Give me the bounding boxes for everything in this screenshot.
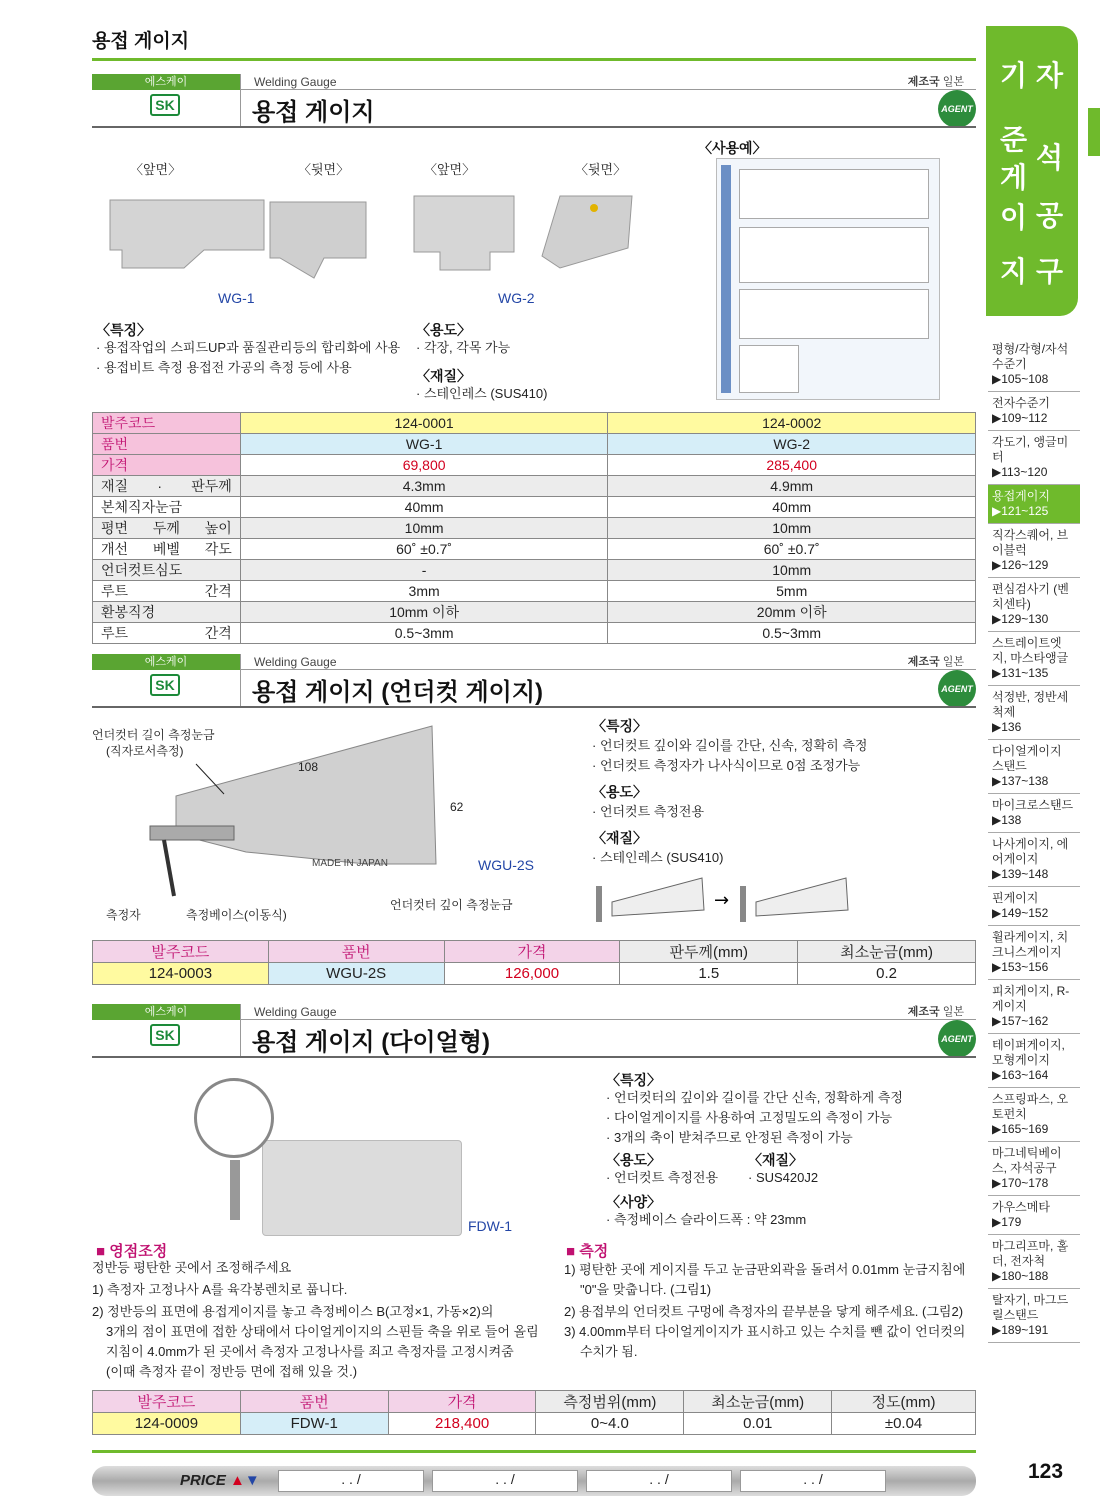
sidebar-item-range: ▶189~191: [992, 1323, 1049, 1337]
feature-2-1: · 언더컷트 깊이와 길이를 간단, 신속, 정확히 측정: [592, 738, 868, 753]
caption-length-scale: 언더컷터 길이 측정눈금: [92, 728, 215, 742]
spec-cell: 0.5~3mm: [608, 623, 976, 644]
zero-adjust-label: ■ 영점조정: [96, 1243, 168, 1260]
spec-row: [93, 602, 976, 623]
fdw1-body: [262, 1140, 462, 1236]
tab-char: 이: [1000, 202, 1028, 233]
sidebar-item-label: 스프링파스, 오토펀치: [992, 1092, 1069, 1121]
sidebar-item-label: 마이크로스탠드: [992, 798, 1074, 812]
footer-rule: [92, 1450, 976, 1453]
zero-2: 2) 정반등의 표면에 용접게이지를 놓고 측정베이스 B(고정×1, 가동×2)의: [92, 1304, 494, 1319]
use-1: · 각장, 각목 가능: [416, 340, 511, 355]
spec-cell: 0.5~3mm: [240, 623, 608, 644]
wg1-image: [104, 188, 414, 288]
model-wg2: WG-2: [498, 290, 535, 306]
sidebar-item-label: 다이얼게이지 스탠드: [992, 744, 1062, 773]
price-slot[interactable]: . . /: [586, 1470, 732, 1492]
order-cell: 124-0003: [93, 963, 269, 985]
section-header-3: [92, 1004, 976, 1060]
title-rule: [92, 58, 976, 61]
brand-label: 에스케이: [92, 74, 240, 90]
spec-cell: 환봉직경: [93, 602, 241, 623]
usage-illustration-2: [592, 876, 856, 926]
order-row: [93, 963, 976, 985]
spec-cell: 10mm 이하: [240, 602, 608, 623]
sidebar-item-label: 휠라게이지, 치크니스게이지: [992, 930, 1069, 959]
zero-4: 지침이 4.0mm가 된 곳에서 측정자 고정나사를 죄고 측정자를 고정시켜줌: [106, 1344, 514, 1359]
sidebar-item-label: 마그리프마, 홀더, 전자척: [992, 1239, 1069, 1268]
sidebar-item[interactable]: [988, 926, 1080, 980]
measure-3: 3) 4.00mm부터 다이얼게이지가 표시하고 있는 수치를 뺀 값이 언더컷의: [564, 1324, 966, 1339]
spec-label-3: 〈사양〉: [606, 1194, 662, 1210]
sidebar-item[interactable]: [988, 833, 1080, 887]
sidebar-item-range: ▶157~162: [992, 1014, 1049, 1028]
order-header-cell: 품번: [268, 941, 444, 963]
order-cell: 1.5: [620, 963, 798, 985]
sidebar-item-label: 나사게이지, 에어게이지: [992, 837, 1069, 866]
order-header-row: [93, 941, 976, 963]
spec-row: [93, 434, 976, 455]
zero-1: 1) 측정자 고정나사 A를 육각봉렌치로 풉니다.: [92, 1282, 348, 1297]
order-header-cell: 정도(mm): [832, 1391, 976, 1413]
price-slot[interactable]: . . /: [278, 1470, 424, 1492]
label-back-1: 〈뒷면〉: [298, 162, 350, 177]
sidebar-item-range: ▶138: [992, 813, 1022, 827]
spec-cell: 본체직자눈금: [93, 497, 241, 518]
use-label-3: 〈용도〉: [606, 1152, 662, 1168]
agent-badge: AGENT: [938, 1020, 976, 1058]
material-label-3: 〈재질〉: [748, 1152, 804, 1168]
spec-row: [93, 581, 976, 602]
measure-2: 2) 용접부의 언더컷트 구멍에 측정자의 끝부분을 닿게 해주세요. (그림2): [564, 1304, 964, 1319]
english-name: Welding Gauge: [254, 1005, 337, 1019]
zero-0: 정반등 평탄한 곳에서 조정해주세요: [92, 1260, 292, 1275]
material-label-1: 〈재질〉: [416, 368, 472, 384]
sidebar-item-label: 스트레이트엣지, 마스타앵글: [992, 636, 1069, 665]
spec-cell: 40mm: [608, 497, 976, 518]
order-header-cell: 가격: [388, 1391, 536, 1413]
sidebar-item-range: ▶179: [992, 1215, 1022, 1229]
sidebar-item-range: ▶113~120: [992, 465, 1048, 479]
tab-char: 기: [1000, 60, 1028, 91]
spec-row: [93, 560, 976, 581]
feature-2-2: · 언더컷트 측정자가 나사식이므로 0점 조정가능: [592, 758, 861, 773]
feature-1: · 용접작업의 스피드UP과 품질관리등의 합리화에 사용: [96, 340, 401, 355]
order-header-row: [93, 1391, 976, 1413]
spec-table-1: [92, 412, 976, 644]
sidebar-item[interactable]: [988, 392, 1080, 431]
caption-length-scale-sub: (직자로서측정): [106, 744, 184, 758]
spec-cell: 가격: [93, 455, 241, 476]
tab-char: 구: [1036, 256, 1064, 287]
sidebar-item[interactable]: [988, 632, 1080, 686]
use-label-1: 〈용도〉: [416, 322, 472, 338]
order-header-cell: 측정범위(mm): [536, 1391, 684, 1413]
spec-cell: 평면 두께 높이: [93, 518, 241, 539]
caption-base: 측정베이스(이동식): [186, 908, 287, 922]
label-back-2: 〈뒷면〉: [575, 162, 627, 177]
measure-3b: 수치가 됨.: [580, 1344, 638, 1359]
spec-cell: 285,400: [608, 455, 976, 476]
sidebar-item-range: ▶165~169: [992, 1122, 1049, 1136]
price-bar: [92, 1466, 976, 1496]
spec-cell: 4.3mm: [240, 476, 608, 497]
caption-depth-scale: 언더컷터 깊이 측정눈금: [390, 898, 513, 912]
spec-cell: 60˚ ±0.7˚: [608, 539, 976, 560]
order-header-cell: 판두께(mm): [620, 941, 798, 963]
sidebar-item-range: ▶137~138: [992, 774, 1049, 788]
section-header-1: [92, 74, 976, 130]
sidebar-item[interactable]: [988, 794, 1080, 833]
sidebar-item-range: ▶170~178: [992, 1176, 1049, 1190]
sidebar-item[interactable]: [988, 485, 1080, 524]
tab-char: 자: [1036, 60, 1064, 91]
model-wgu2s: WGU-2S: [478, 857, 534, 873]
spec-cell: 69,800: [240, 455, 608, 476]
sidebar-item-range: ▶126~129: [992, 558, 1049, 572]
sidebar-item-range: ▶139~148: [992, 867, 1049, 881]
sidebar-item[interactable]: [988, 1088, 1080, 1142]
use-label-2: 〈용도〉: [592, 784, 648, 800]
spec-cell: 품번: [93, 434, 241, 455]
sidebar-item-range: ▶105~108: [992, 372, 1049, 386]
section-title: 용접 게이지 (다이얼형): [252, 1029, 490, 1056]
order-header-cell: 최소눈금(mm): [684, 1391, 832, 1413]
brand-label: 에스케이: [92, 654, 240, 670]
section-title: 용접 게이지 (언더컷 게이지): [252, 679, 544, 706]
price-slot[interactable]: . . /: [740, 1470, 886, 1492]
measure-1b: "0"을 맞춥니다. (그림1): [580, 1282, 712, 1297]
feature-label-3: 〈특징〉: [606, 1072, 662, 1088]
dimension-height: 62: [450, 800, 464, 814]
use-3: · 언더컷트 측정전용: [606, 1170, 719, 1185]
order-header-cell: 최소눈금(mm): [798, 941, 976, 963]
spec-cell: 124-0002: [608, 413, 976, 434]
sidebar-item-range: ▶109~112: [992, 411, 1048, 425]
spec-cell: 20mm 이하: [608, 602, 976, 623]
order-cell: FDW-1: [240, 1413, 388, 1435]
price-label: PRICE ▲▼: [180, 1472, 260, 1489]
material-1: · 스테인레스 (SUS410): [416, 386, 548, 401]
order-cell: 0.01: [684, 1413, 832, 1435]
spec-cell: 개선 베벨 각도: [93, 539, 241, 560]
order-cell: 0.2: [798, 963, 976, 985]
spec-cell: 3mm: [240, 581, 608, 602]
brand-label: 에스케이: [92, 1004, 240, 1020]
spec-cell: 언더컷트심도: [93, 560, 241, 581]
sidebar-item-label: 평형/각형/자석 수준기: [992, 342, 1069, 371]
sidebar-item-range: ▶121~125: [992, 504, 1049, 518]
wg2-image: [410, 190, 650, 290]
page-title: 용접 게이지: [92, 31, 190, 52]
model-fdw1: FDW-1: [468, 1218, 513, 1234]
usage-diagram: [716, 158, 940, 400]
spec-cell: 10mm: [608, 518, 976, 539]
section-title: 용접 게이지: [252, 99, 375, 126]
spec-row: [93, 497, 976, 518]
sidebar-item-label: 마그네틱베이스, 자석공구: [992, 1146, 1062, 1175]
sidebar-item-label: 테이퍼게이지, 모형게이지: [992, 1038, 1065, 1067]
spec-cell: 10mm: [240, 518, 608, 539]
tab-char: 공: [1036, 200, 1064, 231]
feature-3-1: · 언더컷터의 깊이와 길이를 간단 신속, 정확하게 측정: [606, 1090, 903, 1105]
made-in-japan: MADE IN JAPAN: [312, 858, 388, 869]
sk-logo: SK: [150, 1024, 180, 1046]
page-number: 123: [1028, 1460, 1064, 1483]
sidebar-item-label: 용접게이지: [992, 489, 1050, 503]
sidebar-item-range: ▶131~135: [992, 666, 1049, 680]
label-front-2: 〈앞면〉: [424, 162, 476, 177]
spec-cell: WG-2: [608, 434, 976, 455]
agent-badge: AGENT: [938, 90, 976, 128]
sidebar-item[interactable]: [988, 524, 1080, 578]
sidebar-item[interactable]: [988, 1196, 1080, 1235]
sidebar-item-label: 가우스메타: [992, 1200, 1050, 1214]
sidebar-item[interactable]: [988, 1235, 1080, 1289]
spec-cell: 재질 · 판두께: [93, 476, 241, 497]
price-slot[interactable]: . . /: [432, 1470, 578, 1492]
sidebar-item[interactable]: [988, 1289, 1080, 1343]
spec-cell: 40mm: [240, 497, 608, 518]
order-header-cell: 발주코드: [93, 941, 269, 963]
spec-cell: 124-0001: [240, 413, 608, 434]
sk-logo: SK: [150, 674, 180, 696]
spec-row: [93, 518, 976, 539]
spec-row: [93, 413, 976, 434]
spec-cell: 10mm: [608, 560, 976, 581]
use-2: · 언더컷트 측정전용: [592, 804, 705, 819]
sidebar-item[interactable]: [988, 980, 1080, 1034]
measure-1: 1) 평탄한 곳에 게이지를 두고 눈금판외곽을 돌려서 0.01mm 눈금지침에: [564, 1262, 966, 1277]
model-wg1: WG-1: [218, 290, 255, 306]
origin-country: 제조국 일본: [907, 656, 964, 668]
spec-cell: 발주코드: [93, 413, 241, 434]
feature-label-2: 〈특징〉: [592, 718, 648, 734]
dimension-length: 108: [298, 760, 319, 774]
spec-cell: 60˚ ±0.7˚: [240, 539, 608, 560]
spec-cell: -: [240, 560, 608, 581]
spec-cell: 루트 간격: [93, 581, 241, 602]
tab-char: 지: [1000, 256, 1028, 287]
sidebar-item[interactable]: [988, 1142, 1080, 1196]
feature-3-2: · 다이얼게이지를 사용하여 고정밀도의 측정이 가능: [606, 1110, 893, 1125]
english-name: Welding Gauge: [254, 75, 337, 89]
wgu2s-image: [136, 714, 476, 904]
sidebar-item-range: ▶136: [992, 720, 1022, 734]
sidebar-item[interactable]: [988, 740, 1080, 794]
sidebar-item-label: 직각스퀘어, 브이블럭: [992, 528, 1069, 557]
label-front-1: 〈앞면〉: [130, 162, 182, 177]
sidebar-item-range: ▶180~188: [992, 1269, 1049, 1283]
order-cell: 126,000: [444, 963, 620, 985]
sidebar-item-label: 탈자기, 마그드릴스탠드: [992, 1293, 1069, 1322]
spec-row: [93, 455, 976, 476]
feature-label-1: 〈특징〉: [96, 322, 152, 338]
sk-logo: SK: [150, 94, 180, 116]
sidebar-item-label: 핀게이지: [992, 891, 1039, 905]
order-table-3: [92, 1390, 976, 1435]
order-cell: 0~4.0: [536, 1413, 684, 1435]
order-cell: WGU-2S: [268, 963, 444, 985]
zero-5: (이때 측정자 끝이 정반등 면에 접해 있을 것.): [106, 1364, 358, 1379]
order-cell: 218,400: [388, 1413, 536, 1435]
order-header-cell: 발주코드: [93, 1391, 241, 1413]
order-row: [93, 1413, 976, 1435]
order-cell: ±0.04: [832, 1413, 976, 1435]
order-cell: 124-0009: [93, 1413, 241, 1435]
sidebar-item[interactable]: [988, 578, 1080, 632]
zero-3: 3개의 점이 표면에 접한 상태에서 다이얼게이지의 스핀들 축을 위로 들어 올림: [106, 1324, 539, 1339]
spec-row: [93, 623, 976, 644]
tab-char: 석: [1036, 142, 1064, 173]
sidebar-item-range: ▶149~152: [992, 906, 1049, 920]
spec-row: [93, 539, 976, 560]
spindle: [230, 1160, 240, 1220]
dial-gauge-icon: [194, 1078, 274, 1158]
sidebar-item[interactable]: [988, 1034, 1080, 1088]
tab-char: 게: [1000, 162, 1028, 193]
sidebar-item[interactable]: [988, 887, 1080, 926]
sidebar-nav: [988, 338, 1080, 1343]
sidebar-item-label: 편심검사기 (벤치센타): [992, 582, 1069, 611]
spec-row: [93, 476, 976, 497]
order-header-cell: 품번: [240, 1391, 388, 1413]
sidebar-item[interactable]: [988, 431, 1080, 485]
order-header-cell: 가격: [444, 941, 620, 963]
tab-char: 준: [1000, 124, 1028, 155]
origin-country: 제조국 일본: [907, 1006, 964, 1018]
sidebar-item-range: ▶153~156: [992, 960, 1049, 974]
spec-cell: 4.9mm: [608, 476, 976, 497]
order-table-2: [92, 940, 976, 985]
category-tab[interactable]: [986, 26, 1078, 316]
label-usage: 〈사용예〉: [698, 140, 767, 156]
tab-marker: [1088, 108, 1100, 156]
sidebar-item-range: ▶163~164: [992, 1068, 1049, 1082]
sidebar-item-range: ▶129~130: [992, 612, 1049, 626]
english-name: Welding Gauge: [254, 655, 337, 669]
material-2: · 스테인레스 (SUS410): [592, 850, 724, 865]
feature-2: · 용접비트 측정 용접전 가공의 측정 등에 사용: [96, 360, 352, 375]
sidebar-item-label: 각도기, 앵글미터: [992, 435, 1069, 464]
sidebar-item-label: 전자수준기: [992, 396, 1050, 410]
spec-3: · 측정베이스 슬라이드폭 : 약 23mm: [606, 1212, 807, 1227]
sidebar-item[interactable]: [988, 686, 1080, 740]
spec-cell: 5mm: [608, 581, 976, 602]
feature-3-3: · 3개의 축이 받쳐주므로 안정된 측정이 가능: [606, 1130, 853, 1145]
material-3: · SUS420J2: [748, 1170, 819, 1185]
agent-badge: AGENT: [938, 670, 976, 708]
measure-label: ■ 측정: [566, 1243, 609, 1260]
material-label-2: 〈재질〉: [592, 830, 648, 846]
spec-cell: 루트 간격: [93, 623, 241, 644]
origin-country: 제조국 일본: [907, 76, 964, 88]
spec-cell: WG-1: [240, 434, 608, 455]
svg-text:→: →: [714, 890, 730, 911]
caption-probe: 측정자: [106, 908, 141, 922]
sidebar-item[interactable]: [988, 338, 1080, 392]
section-header-2: [92, 654, 976, 710]
sidebar-item-label: 피치게이지, R-게이지: [992, 984, 1070, 1013]
sidebar-item-label: 석정반, 정반세척제: [992, 690, 1069, 719]
